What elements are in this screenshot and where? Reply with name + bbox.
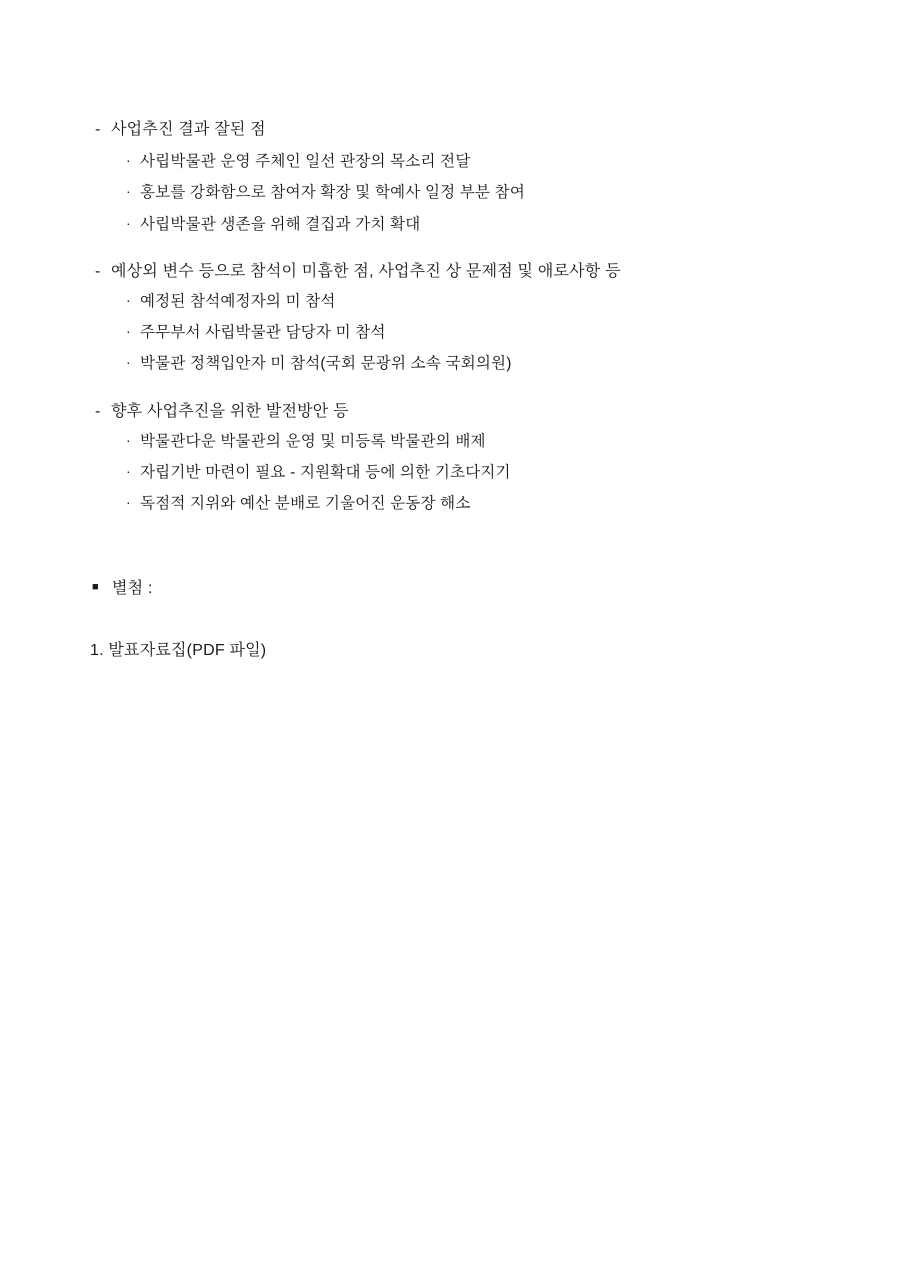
middot-bullet-icon: · [126, 183, 131, 200]
document-body [90, 118, 830, 663]
attachment-entry: 1. 발표자료집(PDF 파일) [90, 642, 267, 660]
list-item-text: 자립기반 마련이 필요 - 지원확대 등에 의한 기초다지기 [140, 463, 511, 481]
list-item [90, 290, 830, 313]
list-item-text: 사립박물관 운영 주체인 일선 관장의 목소리 전달 [140, 153, 471, 170]
list-item [90, 181, 830, 204]
section-heading-text: 향후 사업추진을 위한 발전방안 등 [111, 402, 349, 420]
list-item [90, 213, 830, 236]
list-item-text: 주무부서 사립박물관 담당자 미 참석 [140, 324, 386, 341]
middot-bullet-icon: · [126, 152, 131, 168]
middot-bullet-icon: · [126, 431, 131, 448]
section-heading [90, 400, 830, 424]
list-item [90, 430, 830, 453]
section-heading [90, 260, 830, 284]
list-item-text: 홍보를 강화함으로 참여자 확장 및 학예사 일정 부분 참여 [140, 184, 526, 202]
list-item [90, 461, 830, 484]
section-spacer [90, 539, 830, 577]
list-item [90, 352, 830, 375]
section-heading [90, 118, 830, 142]
section-group [90, 118, 830, 236]
list-item [90, 492, 830, 515]
list-item-text: 사립박물관 생존을 위해 결집과 가치 확대 [140, 215, 421, 233]
attachment-spacer [90, 601, 830, 639]
dash-bullet-icon: - [95, 262, 101, 280]
dash-bullet-icon: - [95, 402, 101, 420]
list-item [90, 321, 830, 344]
list-item-text: 박물관다운 박물관의 운영 및 미등록 박물관의 배제 [140, 432, 486, 450]
list-item-text: 박물관 정책입안자 미 참석(국회 문광위 소속 국회의원) [140, 355, 512, 373]
middot-bullet-icon: · [126, 291, 131, 308]
list-item-text: 예정된 참석예정자의 미 참석 [140, 292, 336, 310]
middot-bullet-icon: · [126, 494, 131, 510]
middot-bullet-icon: · [126, 462, 131, 479]
square-bullet-icon: ■ [92, 581, 99, 594]
section-group [90, 400, 830, 516]
middot-bullet-icon: · [126, 214, 131, 231]
dash-bullet-icon: - [95, 121, 101, 138]
attachment-heading [90, 577, 830, 601]
middot-bullet-icon: · [126, 323, 131, 339]
attachment-label: 별첨 : [112, 580, 153, 598]
section-heading-text: 사업추진 결과 잘된 점 [111, 121, 266, 138]
list-item-text: 독점적 지위와 예산 분배로 기울어진 운동장 해소 [140, 495, 471, 512]
middot-bullet-icon: · [126, 354, 131, 371]
list-item [90, 150, 830, 173]
section-group [90, 260, 830, 376]
section-heading-text: 예상외 변수 등으로 참석이 미흡한 점, 사업추진 상 문제점 및 애로사항 등 [111, 262, 621, 280]
